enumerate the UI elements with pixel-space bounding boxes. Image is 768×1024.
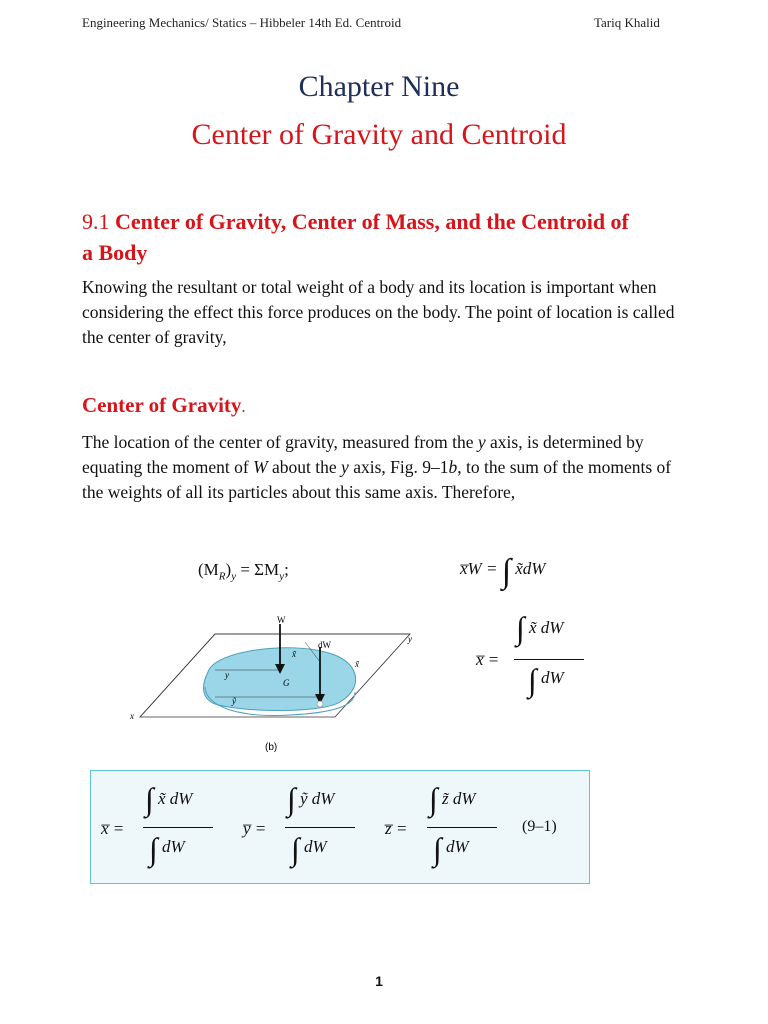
section-heading bbox=[82, 206, 642, 268]
xw-lhs: x̅W = bbox=[460, 559, 498, 578]
paragraph-intro: Knowing the resultant or total weight of a body and its location is important when considering the effect this force produces on the body. The point of location is called the center of gravity, bbox=[82, 277, 675, 347]
box-y-numerator: ỹ dW bbox=[300, 789, 335, 808]
moment-end: ; bbox=[284, 560, 289, 579]
para2-italic-W: W bbox=[253, 457, 268, 477]
label-x-tilde-right: x̃ bbox=[355, 659, 359, 669]
figure-caption: (b) bbox=[265, 742, 278, 753]
box-x-denominator: dW bbox=[162, 837, 185, 856]
para2-italic-y1: y bbox=[477, 432, 486, 452]
box-x-numerator: x̃ dW bbox=[158, 789, 193, 808]
label-W: W bbox=[277, 615, 286, 625]
moment-sub-R: R bbox=[218, 570, 226, 583]
integral-sign: ∫ bbox=[516, 610, 525, 646]
box-z-denominator: dW bbox=[446, 837, 469, 856]
label-x-axis: x bbox=[130, 711, 134, 721]
label-G: G bbox=[283, 678, 290, 688]
paragraph-location bbox=[82, 430, 682, 505]
box-xbar-lhs: x̅ = bbox=[101, 819, 125, 838]
xw-equation bbox=[460, 553, 545, 591]
fraction-bar bbox=[514, 659, 584, 660]
para2-text-1: The location of the center of gravity, measured from the bbox=[82, 432, 478, 452]
moment-lhs: (M bbox=[198, 560, 219, 579]
center-of-gravity-figure bbox=[120, 612, 420, 762]
para2-italic-b: b bbox=[448, 457, 458, 477]
label-dW: dW bbox=[318, 640, 331, 650]
chapter-title: Chapter Nine bbox=[298, 70, 460, 103]
page-number: 1 bbox=[375, 973, 383, 989]
box-ybar-lhs: y̅ = bbox=[243, 819, 267, 838]
para2-text-4: axis, Fig. 9–1 bbox=[348, 457, 449, 477]
para2-text-5: , to the sum of the moments of the weights of all its particles about this same axis. Therefore, bbox=[82, 457, 672, 502]
chapter-subtitle: Center of Gravity and Centroid bbox=[191, 118, 567, 151]
integral-sign: ∫ bbox=[145, 781, 154, 817]
integral-sign: ∫ bbox=[501, 553, 512, 590]
moment-close: ) bbox=[225, 560, 232, 579]
integral-sign: ∫ bbox=[528, 662, 537, 698]
label-y-tilde: ỹ bbox=[232, 696, 236, 706]
x-axis-line bbox=[140, 634, 215, 717]
header-course-title: Engineering Mechanics/ Statics – Hibbeler 14th Ed. Centroid bbox=[82, 15, 402, 30]
para2-text-2: axis, is determined by equating the moment of bbox=[82, 432, 644, 477]
xbar-numerator: x̃ dW bbox=[529, 618, 564, 637]
label-ybar: y bbox=[225, 670, 229, 680]
box-y-denominator: dW bbox=[304, 837, 327, 856]
fraction-bar bbox=[143, 827, 213, 828]
fraction-bar bbox=[285, 827, 355, 828]
equation-number: (9–1) bbox=[522, 818, 557, 835]
header-author: Tariq Khalid bbox=[594, 15, 660, 30]
subheading-center-of-gravity bbox=[82, 393, 246, 418]
moment-sub-y: y bbox=[231, 570, 237, 583]
integral-sign: ∫ bbox=[291, 831, 300, 867]
subheading-dot: . bbox=[241, 397, 246, 416]
box-zbar-lhs: z̅ = bbox=[385, 819, 408, 838]
element-point bbox=[317, 701, 323, 707]
xbar-denominator: dW bbox=[541, 668, 564, 687]
label-x-tilde: x̃ bbox=[292, 649, 296, 659]
moment-sub-y2: y bbox=[279, 570, 285, 583]
integral-sign: ∫ bbox=[287, 781, 296, 817]
moment-equation bbox=[198, 560, 289, 582]
equation-9-1-box bbox=[90, 770, 590, 884]
para2-text-3: about the bbox=[267, 457, 342, 477]
section-number: 9.1 bbox=[82, 209, 110, 234]
integral-sign: ∫ bbox=[433, 831, 442, 867]
integral-sign: ∫ bbox=[429, 781, 438, 817]
moment-eq: = ΣM bbox=[236, 560, 280, 579]
para2-italic-y2: y bbox=[341, 457, 349, 477]
integral-sign: ∫ bbox=[149, 831, 158, 867]
xbar-lhs: x̅ = bbox=[476, 650, 500, 669]
xw-integrand: x̃dW bbox=[515, 559, 546, 578]
label-y-axis: y bbox=[408, 634, 412, 644]
subheading-text: Center of Gravity bbox=[82, 393, 242, 417]
section-title: Center of Gravity, Center of Mass, and the Centroid of a Body bbox=[82, 209, 629, 265]
fraction-bar bbox=[427, 827, 497, 828]
box-z-numerator: z̃ dW bbox=[442, 789, 476, 808]
